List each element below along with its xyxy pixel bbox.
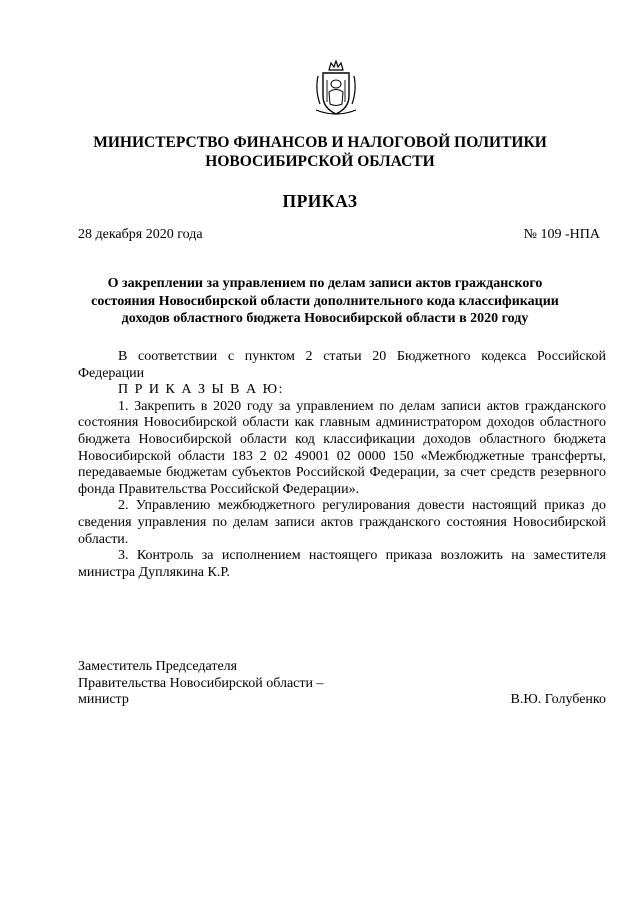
document-number: № 109 -НПА	[523, 227, 600, 242]
subject-line-3: доходов областного бюджета Новосибирской области в 2020 году	[121, 311, 529, 326]
order-item-1: 1. Закрепить в 2020 году за управлением по делам записи актов гражданского состояния Новосибирской области как главным администратором доходов областного бюджета Новосибирской области код классификации доходов областного бюджета Новосибирской области 183 2 02 49001 02 0000 150 «Межбюджетные трансферты, передаваемые бюджетам субъектов Российской Федерации, за счет средств резервного фонда Правительства Российской Федерации».	[78, 398, 606, 497]
document-subject	[70, 275, 580, 328]
organization-name	[0, 133, 640, 171]
signer-title-row	[78, 692, 606, 709]
subject-line-2: состояния Новосибирской области дополнительного кода классификации	[91, 293, 559, 309]
document-body	[78, 349, 606, 581]
signer-title-line-1: Заместитель Председателя	[78, 659, 238, 674]
signer-name: В.Ю. Голубенко	[510, 692, 606, 708]
order-item-2: 2. Управлению межбюджетного регулирования довести настоящий приказ до сведения управления по делам записи актов гражданского состояния Новосибирской области.	[78, 498, 606, 547]
document-type-title: ПРИКАЗ	[282, 191, 358, 211]
signer-title-line-3: министр	[78, 692, 129, 708]
intro-paragraph: В соответствии с пунктом 2 статьи 20 Бюджетного кодекса Российской Федерации	[78, 349, 606, 381]
document-date: 28 декабря 2020 года	[78, 227, 203, 242]
order-item-3: 3. Контроль за исполнением настоящего приказа возложить на заместителя министра Дуплякина К.Р.	[78, 548, 606, 580]
subject-line-1: О закреплении за управлением по делам записи актов гражданского	[107, 276, 543, 291]
organization-line-2: НОВОСИБИРСКОЙ ОБЛАСТИ	[205, 153, 435, 170]
order-command: П Р И К А З Ы В А Ю:	[118, 382, 284, 398]
signature-block	[78, 659, 606, 709]
coat-of-arms-icon	[314, 60, 358, 118]
organization-line-1: МИНИСТЕРСТВО ФИНАНСОВ И НАЛОГОВОЙ ПОЛИТИКИ	[93, 134, 547, 151]
signer-title-line-2: Правительства Новосибирской области –	[78, 675, 324, 691]
